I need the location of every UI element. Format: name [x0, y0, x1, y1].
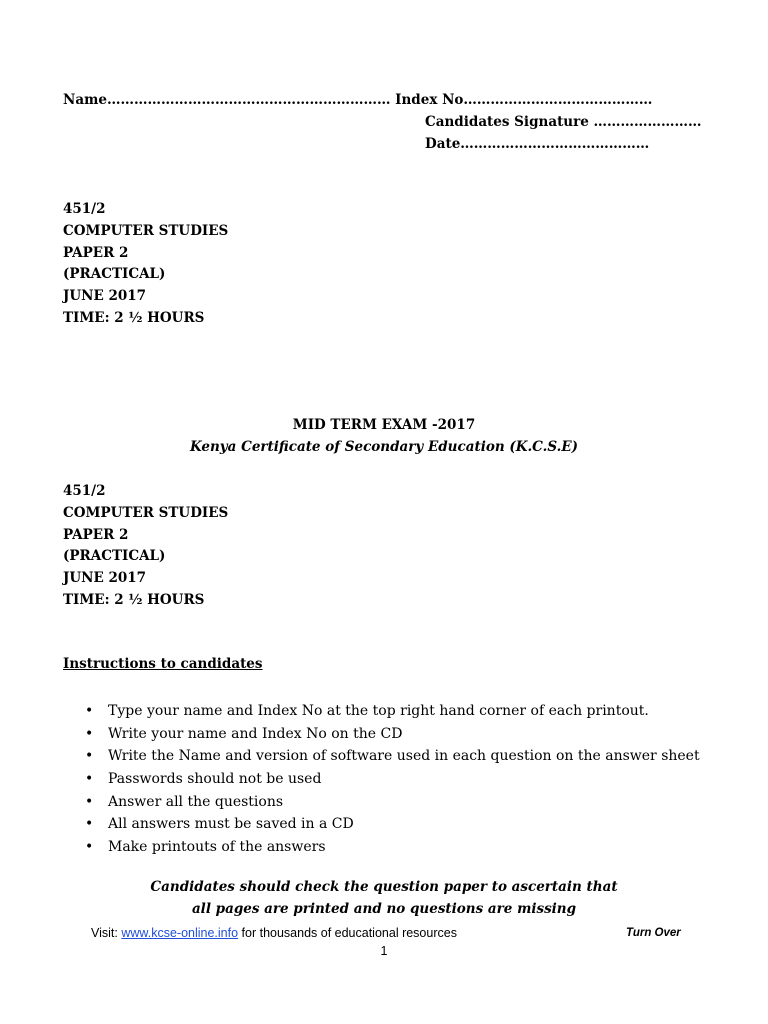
instructions-heading: Instructions to candidates — [63, 656, 263, 672]
name-index-field: Name……………………………………………………… Index No…………………………………… — [63, 92, 653, 108]
paper-info-block-1 — [63, 199, 228, 330]
list-item: • Answer all the questions — [85, 791, 700, 814]
paper-type: (PRACTICAL) — [63, 548, 166, 565]
exam-date: JUNE 2017 — [63, 570, 147, 587]
subject: COMPUTER STUDIES — [63, 504, 229, 521]
list-item: • All answers must be saved in a CD — [85, 813, 700, 836]
footer-text — [91, 926, 457, 940]
list-item: • Write your name and Index No on the CD — [85, 723, 700, 746]
bullet-icon: • — [85, 748, 94, 765]
bullet-icon: • — [85, 725, 94, 742]
footer-rest: for thousands of educational resources — [238, 926, 457, 940]
exam-date: JUNE 2017 — [63, 288, 147, 305]
exam-time: TIME: 2 ½ HOURS — [63, 309, 205, 326]
paper-number: PAPER 2 — [63, 244, 129, 261]
bullet-icon: • — [85, 703, 94, 719]
paper-code: 451/2 — [63, 483, 106, 499]
subject: COMPUTER STUDIES — [63, 222, 229, 239]
exam-time: TIME: 2 ½ HOURS — [63, 591, 205, 608]
list-item: • Passwords should not be used — [85, 768, 700, 791]
turn-over-label: Turn Over — [626, 927, 681, 939]
footer-visit-label: Visit: — [91, 926, 122, 940]
paper-info-block-2 — [63, 481, 228, 612]
paper-code: 451/2 — [63, 201, 106, 217]
date-field: Date…………………………………… — [425, 136, 650, 152]
exam-subtitle: Kenya Certificate of Secondary Education (K.C.S.E) — [189, 439, 579, 455]
paper-type: (PRACTICAL) — [63, 266, 166, 283]
list-item: • Type your name and Index No at the top right hand corner of each printout. — [85, 700, 700, 723]
notice-line-2: all pages are printed and no questions are missing — [191, 901, 577, 917]
list-item: • Make printouts of the answers — [85, 836, 700, 859]
paper-number: PAPER 2 — [63, 526, 129, 543]
page-number: 1 — [380, 944, 388, 958]
candidate-signature-field: Candidates Signature …………………… — [425, 114, 702, 130]
instructions-list — [85, 700, 700, 859]
bullet-icon: • — [85, 771, 94, 788]
bullet-icon: • — [85, 839, 94, 856]
footer-link[interactable]: www.kcse-online.info — [121, 926, 239, 940]
bullet-icon: • — [85, 816, 94, 833]
exam-title: MID TERM EXAM -2017 — [292, 417, 476, 433]
list-item: • Write the Name and version of software used in each question on the answer sheet — [85, 745, 700, 768]
bullet-icon: • — [85, 793, 94, 810]
notice-line-1: Candidates should check the question paper to ascertain that — [150, 879, 618, 895]
